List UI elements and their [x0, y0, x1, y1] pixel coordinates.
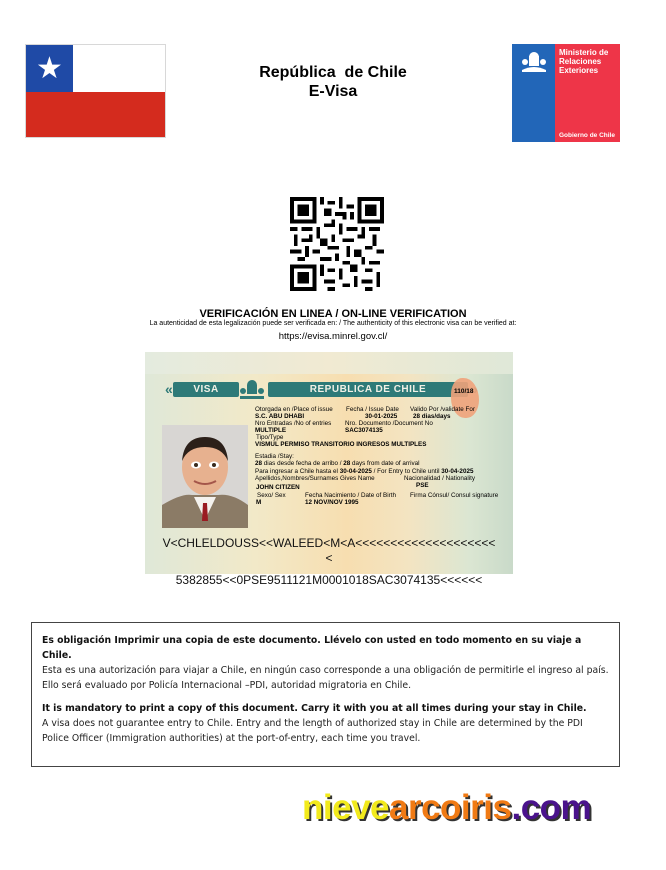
watermark-part2: arcoiris [389, 788, 512, 827]
ministry-line3: Exteriores [559, 66, 599, 75]
document-number-value: SAC3074135 [345, 427, 383, 434]
entry-text-en: / For Entry to Chile until [371, 468, 442, 475]
stay-days-en: 28 [343, 460, 351, 467]
notice-en-bold: It is mandatory to print a copy of this document. Carry it with you at all times during your stay in Chile. [42, 703, 587, 714]
entry-text-es: Para ingresar a Chile hasta el [255, 468, 340, 475]
names-label: Apellidos,Nombres/Surnames Gives Name [255, 475, 375, 482]
ministry-line2: Relaciones [559, 57, 602, 66]
visa-serial: 110/18 [454, 388, 474, 395]
page-title-line2: E-Visa [308, 83, 358, 100]
entries-label: Nro Entradas /No of entries [255, 420, 332, 427]
verification-title: VERIFICACIÓN EN LINEA / ON-LINE VERIFICATION [199, 308, 467, 320]
notice-en-text: A visa does not guarantee entry to Chile. Entry and the length of authorized stay in Chile are determined by the PDI Police Officer (Immigration authorities) at the port-of-entry, each time you travel. [42, 718, 583, 744]
stay-label: Estadia /Stay: [255, 453, 294, 460]
type-label: Tipo/Type [256, 434, 284, 441]
names-value: JOHN CITIZEN [256, 484, 300, 491]
coat-of-arms-icon [512, 44, 555, 142]
mrz-line-1: V<CHLELDOUSS<<WALEED<M<A<<<<<<<<<<<<<<<<<<<< [162, 536, 496, 550]
stay-text-es: dias desde fecha de arribo / [262, 460, 344, 467]
coat-of-arms-icon [238, 377, 266, 401]
place-value: S.C. ABU DHABI [255, 413, 305, 420]
entry-date-en: 30-04-2025 [441, 468, 474, 475]
dob-label: Fecha Nacimiento / Date of Birth [305, 492, 396, 499]
verification-subtitle: La autenticidad de esta legalización puede ser verificada en: / The authenticity of this electronic visa can be verified at: [149, 320, 517, 327]
entry-date-es: 30-04-2025 [339, 468, 372, 475]
document-number-label: Nro. Documento /Document No [345, 420, 433, 427]
watermark-part3: .com [511, 788, 592, 827]
mrz-line-2: 5382855<<0PSE9511121M0001018SAC3074135<<<<<< [175, 573, 483, 587]
nationality-label: Nacionalidad / Nationality [404, 475, 476, 482]
type-value: VISMUL PERMISO TRANSITORIO INGRESOS MULTIPLES [255, 441, 427, 448]
page-title-line1: República de Chile [259, 64, 407, 81]
stay-text-en: days from date of arrival [350, 460, 420, 467]
mrz-line-1-wrap: < [325, 551, 333, 565]
stay-text [255, 460, 420, 467]
issue-date-value: 30-01-2025 [365, 413, 398, 420]
watermark-part1: nieve [302, 788, 389, 827]
signature-label: Firma Cónsul/ Consul signature [410, 492, 499, 499]
chile-flag-icon [25, 44, 166, 138]
visa-card [145, 352, 513, 574]
sex-label: Sexo/ Sex [257, 492, 286, 499]
verification-url-link[interactable]: https://evisa.minrel.gov.cl/ [278, 331, 388, 342]
valid-value: 28 dias/days [413, 413, 451, 420]
issue-date-label: Fecha / Issue Date [346, 406, 399, 413]
notice-es-bold: Es obligación Imprimir una copia de este documento. Llévelo con usted en todo momento en su viaje a Chile. [42, 635, 582, 661]
ministry-line1: Ministerio de [559, 48, 609, 57]
qr-code-icon [290, 197, 384, 291]
place-label: Otorgada en /Place of issue [255, 406, 333, 413]
sex-value: M [256, 499, 262, 506]
notice-box [31, 622, 620, 767]
republic-banner: REPUBLICA DE CHILE [268, 382, 468, 397]
star-icon: ★ [36, 51, 63, 85]
page-title [200, 63, 466, 101]
visa-banner: VISA [173, 382, 239, 397]
watermark-logo [302, 788, 591, 828]
valid-label: Valido Por /validate For [410, 406, 475, 413]
stay-days-es: 28 [255, 460, 263, 467]
dob-value: 12 NOV/NOV 1995 [305, 499, 359, 506]
nationality-value: PSE [416, 482, 429, 489]
ministry-footer: Gobierno de Chile [559, 132, 615, 139]
ministry-logo [512, 44, 620, 142]
entries-value: MULTIPLE [255, 427, 287, 434]
notice-es-text: Esta es una autorización para viajar a Chile, en ningún caso corresponde a una obligación de permitirle el ingreso al país. Ello será evaluado por Policía Internacional –PDI, autoridad migratoria en Chile. [42, 665, 609, 691]
holder-photo [162, 425, 248, 528]
entry-deadline-text [255, 468, 473, 475]
chevron-left-icon: « [165, 381, 173, 397]
